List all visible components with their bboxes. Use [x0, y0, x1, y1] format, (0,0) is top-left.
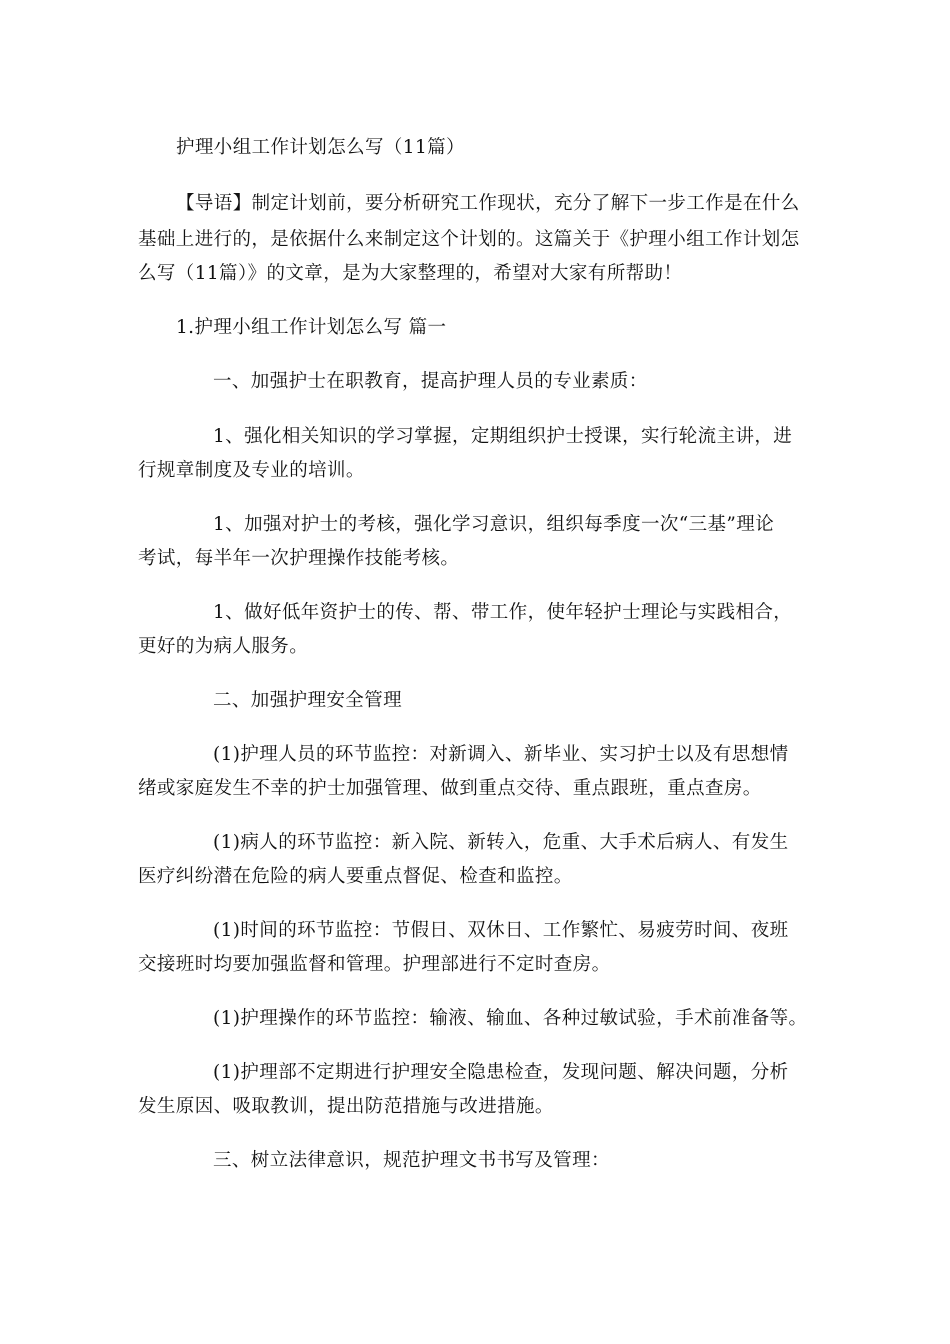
intro-line: 基础上进行的，是依据什么来制定这个计划的。这篇关于《护理小组工作计划怎 — [138, 229, 800, 250]
paragraph-line: 更好的为病人服务。 — [138, 636, 309, 657]
paragraph-line: 1、做好低年资护士的传、帮、带工作，使年轻护士理论与实践相合， — [213, 602, 793, 623]
article-heading: 1.护理小组工作计划怎么写 篇一 — [176, 317, 447, 338]
paragraph-line: (1)护理操作的环节监控：输液、输血、各种过敏试验，手术前准备等。 — [213, 1008, 808, 1029]
section-heading: 一、加强护士在职教育，提高护理人员的专业素质： — [213, 371, 648, 392]
section-heading: 二、加强护理安全管理 — [213, 690, 403, 711]
intro-line: 【导语】制定计划前，要分析研究工作现状，充分了解下一步工作是在什么 — [176, 193, 800, 214]
section-heading: 三、树立法律意识，规范护理文书书写及管理： — [213, 1150, 610, 1171]
paragraph-line: (1)护理人员的环节监控：对新调入、新毕业、实习护士以及有思想情 — [213, 744, 789, 765]
paragraph-line: (1)护理部不定期进行护理安全隐患检查，发现问题、解决问题，分析 — [213, 1062, 789, 1083]
paragraph-line: 绪或家庭发生不幸的护士加强管理、做到重点交待、重点跟班，重点查房。 — [138, 778, 762, 799]
paragraph-line: 行规章制度及专业的培训。 — [138, 460, 365, 481]
paragraph-line: 医疗纠纷潜在危险的病人要重点督促、检查和监控。 — [138, 866, 573, 887]
document-title: 护理小组工作计划怎么写（11篇） — [176, 137, 465, 158]
paragraph-line: 1、强化相关知识的学习掌握，定期组织护士授课，实行轮流主讲，进 — [213, 426, 793, 447]
paragraph-line: 交接班时均要加强监督和管理。护理部进行不定时查房。 — [138, 954, 611, 975]
paragraph-line: 1、加强对护士的考核，强化学习意识，组织每季度一次“三基”理论 — [213, 514, 775, 535]
paragraph-line: 发生原因、吸取教训，提出防范措施与改进措施。 — [138, 1096, 554, 1117]
intro-line: 么写（11篇）》的文章，是为大家整理的，希望对大家有所帮助！ — [138, 263, 683, 284]
paragraph-line: (1)病人的环节监控：新入院、新转入，危重、大手术后病人、有发生 — [213, 832, 789, 853]
paragraph-line: 考试，每半年一次护理操作技能考核。 — [138, 548, 460, 569]
paragraph-line: (1)时间的环节监控：节假日、双休日、工作繁忙、易疲劳时间、夜班 — [213, 920, 789, 941]
